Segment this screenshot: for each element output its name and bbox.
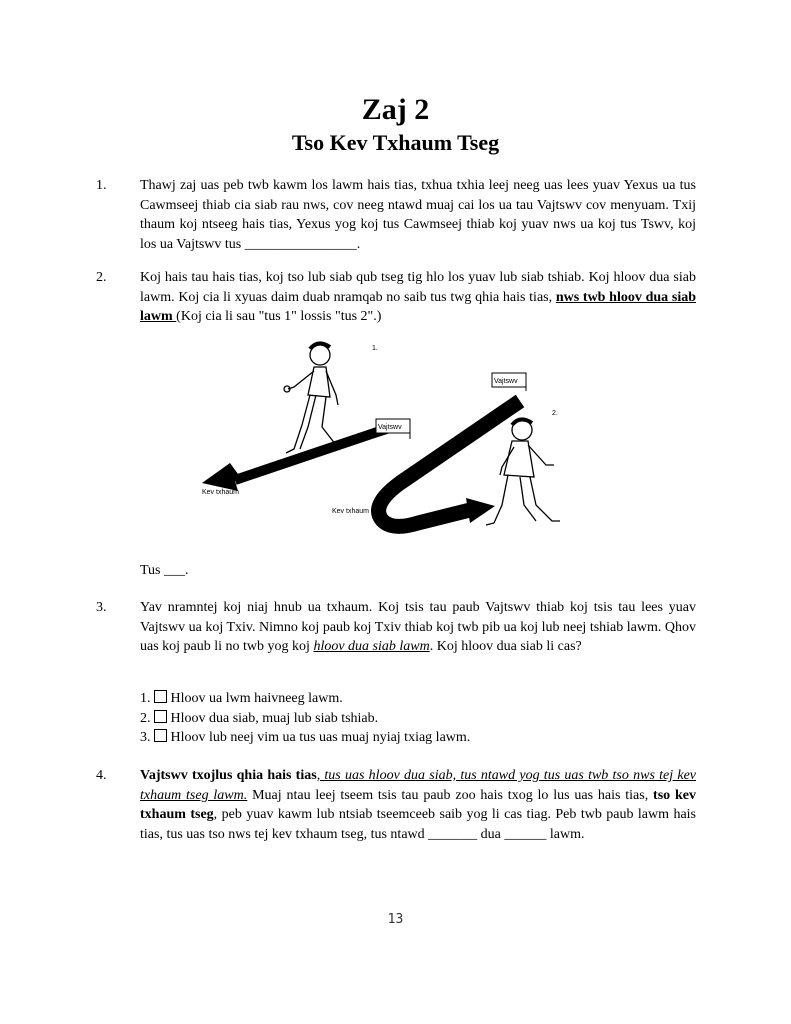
answer-blank[interactable]: ______ — [504, 826, 547, 842]
checklist-option[interactable]: 2. Hloov dua siab, muaj lub siab tshiab. — [140, 710, 379, 726]
question-2 — [96, 268, 696, 327]
bold-phrase: tso kev txhaum tseg — [140, 787, 696, 822]
question-number: 4. — [96, 768, 107, 783]
figure-label-2: 2. — [552, 410, 558, 417]
vajtswv-sign-text: Vajtswv — [378, 424, 402, 431]
question-number: 3. — [96, 600, 107, 615]
vajtswv-sign-text: Vajtswv — [494, 378, 518, 385]
checkbox[interactable] — [154, 710, 167, 723]
illustration-two-paths — [190, 335, 580, 545]
emphasis-phrase: , tus uas hloov dua siab, tus ntawd yog tus uas twb tso nws tej kev txhaum tseg lawm. — [140, 768, 696, 803]
answer-blank[interactable]: ________________ — [244, 236, 357, 252]
kev-txhaum-label-1: Kev txhaum — [202, 489, 239, 496]
checkbox[interactable] — [154, 729, 167, 742]
answer-checklist — [140, 689, 470, 748]
checkbox[interactable] — [154, 690, 167, 703]
tus-answer-line: Tus ___. — [140, 563, 189, 578]
vajtswv-sign-1 — [376, 419, 410, 439]
walking-man-2 — [486, 419, 560, 525]
question-number: 1. — [96, 178, 107, 193]
paths-figure — [190, 335, 580, 545]
walking-man-1 — [284, 343, 344, 453]
tus-answer-blank[interactable]: ___ — [164, 563, 186, 578]
emphasis-phrase: hloov dua siab lawm — [313, 639, 430, 654]
checklist-option[interactable]: 1. Hloov ua lwm haivneeg lawm. — [140, 691, 343, 706]
question-number: 2. — [96, 270, 107, 285]
page-number: 13 — [387, 912, 404, 927]
vajtswv-sign-2 — [492, 373, 526, 391]
question-4 — [96, 766, 696, 844]
kev-txhaum-label-2: Kev txhaum — [332, 508, 369, 515]
checklist-option[interactable]: 3. Hloov lub neej vim ua tus uas muaj nyiaj txiag lawm. — [140, 730, 471, 745]
emphasis-phrase: nws twb hloov dua siab lawm — [140, 289, 696, 324]
page-subtitle: Tso Kev Txhaum Tseg — [291, 130, 500, 155]
figure-label-1: 1. — [372, 345, 378, 352]
question-text: Koj hais tau hais tias, koj tso lub siab qub tseg tig hlo los yuav lub siab tshiab. Koj hloov dua siab lawm. Koj cia li xyuas daim duab nramqab no saib tus twg qhia hais tias, nws twb hloov dua siab lawm (Koj cia li sau "tus 1" lossis "tus 2".) — [140, 270, 696, 324]
answer-blank[interactable]: _______ — [428, 826, 478, 842]
question-3 — [96, 598, 696, 657]
page-title: Zaj 2 — [361, 93, 430, 126]
bold-lead: Vajtswv txojlus qhia hais tias — [140, 768, 317, 783]
question-text: Yav nramntej koj niaj hnub ua txhaum. Koj tsis tau paub Vajtswv thiab koj tsis tau lees yuav Vajtswv ua koj Txiv. Nimno koj paub koj Txiv thiab koj twb pib ua koj lub neej tshiab lawm. Qhov uas koj paub li no twb yog koj hloov dua siab lawm. Koj hloov dua siab li cas? — [140, 600, 696, 654]
question-1 — [96, 176, 696, 254]
question-text: Vajtswv txojlus qhia hais tias, tus uas hloov dua siab, tus ntawd yog tus uas twb tso nws tej kev txhaum tseg lawm. Muaj ntau leej tseem tsis tau paub zoo hais txog lo lus uas hais tias, tso kev txhaum tseg, peb yuav kawm lub ntsiab tseemceeb saib yog li cas tiag. Peb twb paub lawm hais tias, tus uas tso nws tej kev txhaum tseg, tus ntawd _______ dua ______ lawm. — [140, 768, 696, 842]
path-1-arrow — [202, 420, 400, 491]
question-text: Thawj zaj uas peb twb kawm los lawm hais tias, txhua txhia leej neeg uas lees yuav Yexus ua tus Cawmseej thiab cia siab rau nws, cov neeg ntawd muaj cai los ua tau Vajtswv cov menyuam. Txij thaum koj ntseeg hais tias, Yexus yog koj tus Cawmseej thiab koj yuav nws ua koj tus Tswv, koj los ua Vajtswv tus ________________. — [140, 178, 696, 252]
